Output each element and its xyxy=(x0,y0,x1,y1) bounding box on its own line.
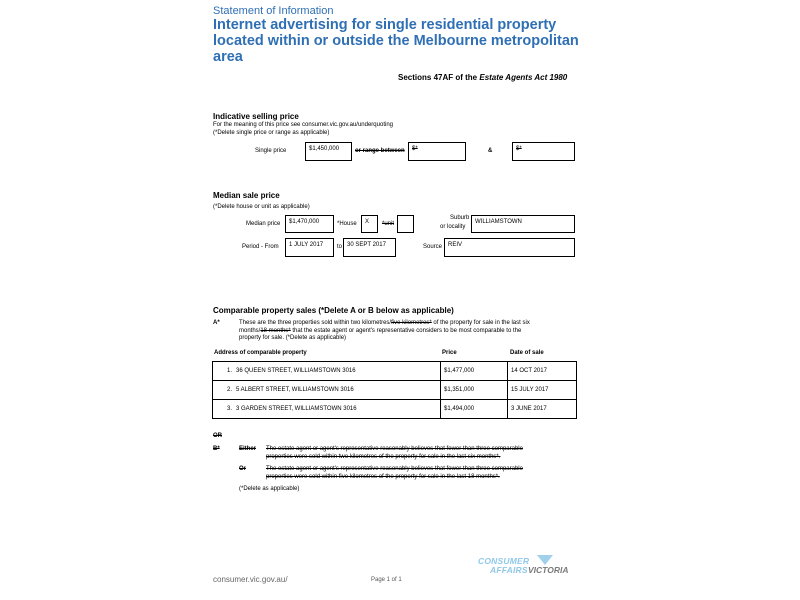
comparable-table xyxy=(212,361,577,419)
footer-url[interactable]: consumer.vic.gov.au/ xyxy=(213,575,288,584)
unit-field[interactable] xyxy=(397,215,414,233)
document-label: Statement of Information xyxy=(213,5,334,17)
period-from-label: Period - From xyxy=(242,244,279,250)
median-price-field[interactable]: $1,470,000 xyxy=(285,215,334,233)
option-b-marker: B* xyxy=(213,446,220,452)
logo-affairs: AFFAIRS xyxy=(490,565,528,575)
date-cell[interactable]: 14 OCT 2017 xyxy=(508,362,577,381)
either-label: Either xyxy=(239,446,257,452)
locality-label: or locality xyxy=(440,224,466,230)
row-address: 5 ALBERT STREET, WILLIAMSTOWN 3016 xyxy=(236,387,354,393)
or-text-1: The estate agent or agent's representative reasonably believes that fewer than three comparable xyxy=(266,466,523,472)
option-a-text xyxy=(239,320,579,343)
median-price-label: Median price xyxy=(246,221,281,227)
range-to-field[interactable] xyxy=(512,142,575,161)
indicative-heading: Indicative selling price xyxy=(213,112,299,121)
row-number: 1. xyxy=(226,368,232,374)
range-from-value: $* xyxy=(412,146,418,152)
unit-label: *unit xyxy=(382,221,395,227)
or-text-2: properties were sold within five kilometres of the property for sale in the last 18 months*. xyxy=(266,474,500,480)
range-to-value: $* xyxy=(516,146,522,152)
address-cell[interactable] xyxy=(213,362,441,381)
col-address-header: Address of comparable property xyxy=(214,350,307,356)
indicative-note-2: (*Delete single price or range as applicable) xyxy=(213,130,330,136)
either-text xyxy=(266,445,566,461)
period-to-field[interactable]: 30 SEPT 2017 xyxy=(343,238,396,257)
single-price-field[interactable]: $1,450,000 xyxy=(305,142,352,161)
or-label: Or xyxy=(239,466,247,472)
either-text-2: properties were sold within two kilometres of the property for sale in the last six months*. xyxy=(266,454,501,460)
range-label: or range between xyxy=(355,148,405,154)
suburb-field[interactable]: WILLIAMSTOWN xyxy=(471,215,575,233)
option-a-strike-2: 18 months* xyxy=(260,327,291,334)
row-address: 36 QUEEN STREET, WILLIAMSTOWN 3016 xyxy=(236,368,356,374)
table-row xyxy=(213,400,577,419)
ampersand: & xyxy=(488,148,493,154)
logo-check-icon xyxy=(536,554,554,566)
row-number: 2. xyxy=(226,387,232,393)
col-date-header: Date of sale xyxy=(510,350,544,356)
option-a-text-2: of the property for sale in the last six xyxy=(431,320,530,326)
option-a-text-5: property for sale. (*Delete as applicable) xyxy=(239,335,347,341)
consumer-affairs-logo xyxy=(478,556,588,578)
or-text xyxy=(266,465,566,481)
option-a-marker: A* xyxy=(213,320,220,326)
option-a-strike-1: five kilometres* xyxy=(391,320,432,326)
option-a-text-4: that the estate agent or agent's representative considers to be most comparable to the xyxy=(290,327,522,334)
source-field[interactable]: REIV xyxy=(444,238,575,257)
median-heading: Median sale price xyxy=(213,191,280,200)
act-prefix: Sections 47AF of the xyxy=(398,73,480,82)
range-from-field[interactable] xyxy=(408,142,466,161)
price-cell[interactable]: $1,477,000 xyxy=(441,362,508,381)
table-row xyxy=(213,381,577,400)
document-title: Internet advertising for single residential property located within or outside the Melbourne metropolitan area xyxy=(213,17,579,65)
source-label: Source xyxy=(423,244,443,250)
or-separator: OR xyxy=(213,433,222,439)
price-cell[interactable]: $1,494,000 xyxy=(441,400,508,419)
date-cell[interactable]: 3 JUNE 2017 xyxy=(508,400,577,419)
suburb-label: Suburb xyxy=(450,215,470,221)
median-note: (*Delete house or unit as applicable) xyxy=(213,204,310,210)
period-to-label: to xyxy=(337,244,343,250)
address-cell[interactable] xyxy=(213,381,441,400)
date-cell[interactable]: 15 JULY 2017 xyxy=(508,381,577,400)
period-from-field[interactable]: 1 JULY 2017 xyxy=(285,238,334,257)
act-name: Estate Agents Act 1980 xyxy=(479,73,568,82)
row-number: 3. xyxy=(226,406,232,412)
indicative-note-1: For the meaning of this price see consumer.vic.gov.au/underquoting xyxy=(213,122,393,128)
table-row xyxy=(213,362,577,381)
either-text-1: The estate agent or agent's representative reasonably believes that fewer than three comparable xyxy=(266,446,523,452)
logo-victoria: VICTORIA xyxy=(528,565,569,575)
single-price-label: Single price xyxy=(255,148,287,154)
house-label: *House xyxy=(337,221,357,227)
page-number: Page 1 of 1 xyxy=(371,577,402,583)
house-field[interactable]: X xyxy=(361,215,378,233)
comparable-heading: Comparable property sales (*Delete A or B below as applicable) xyxy=(213,306,454,315)
option-a-text-3: months/ xyxy=(239,327,261,334)
row-address: 3 GARDEN STREET, WILLIAMSTOWN 3016 xyxy=(236,406,357,412)
address-cell[interactable] xyxy=(213,400,441,419)
option-b-delete-note: (*Delete as applicable) xyxy=(239,486,300,492)
option-a-text-1: These are the three properties sold within two kilometres/ xyxy=(239,320,392,326)
act-reference xyxy=(398,73,567,82)
col-price-header: Price xyxy=(442,350,457,356)
price-cell[interactable]: $1,351,000 xyxy=(441,381,508,400)
logo-consumer: CONSUMER xyxy=(478,556,530,566)
